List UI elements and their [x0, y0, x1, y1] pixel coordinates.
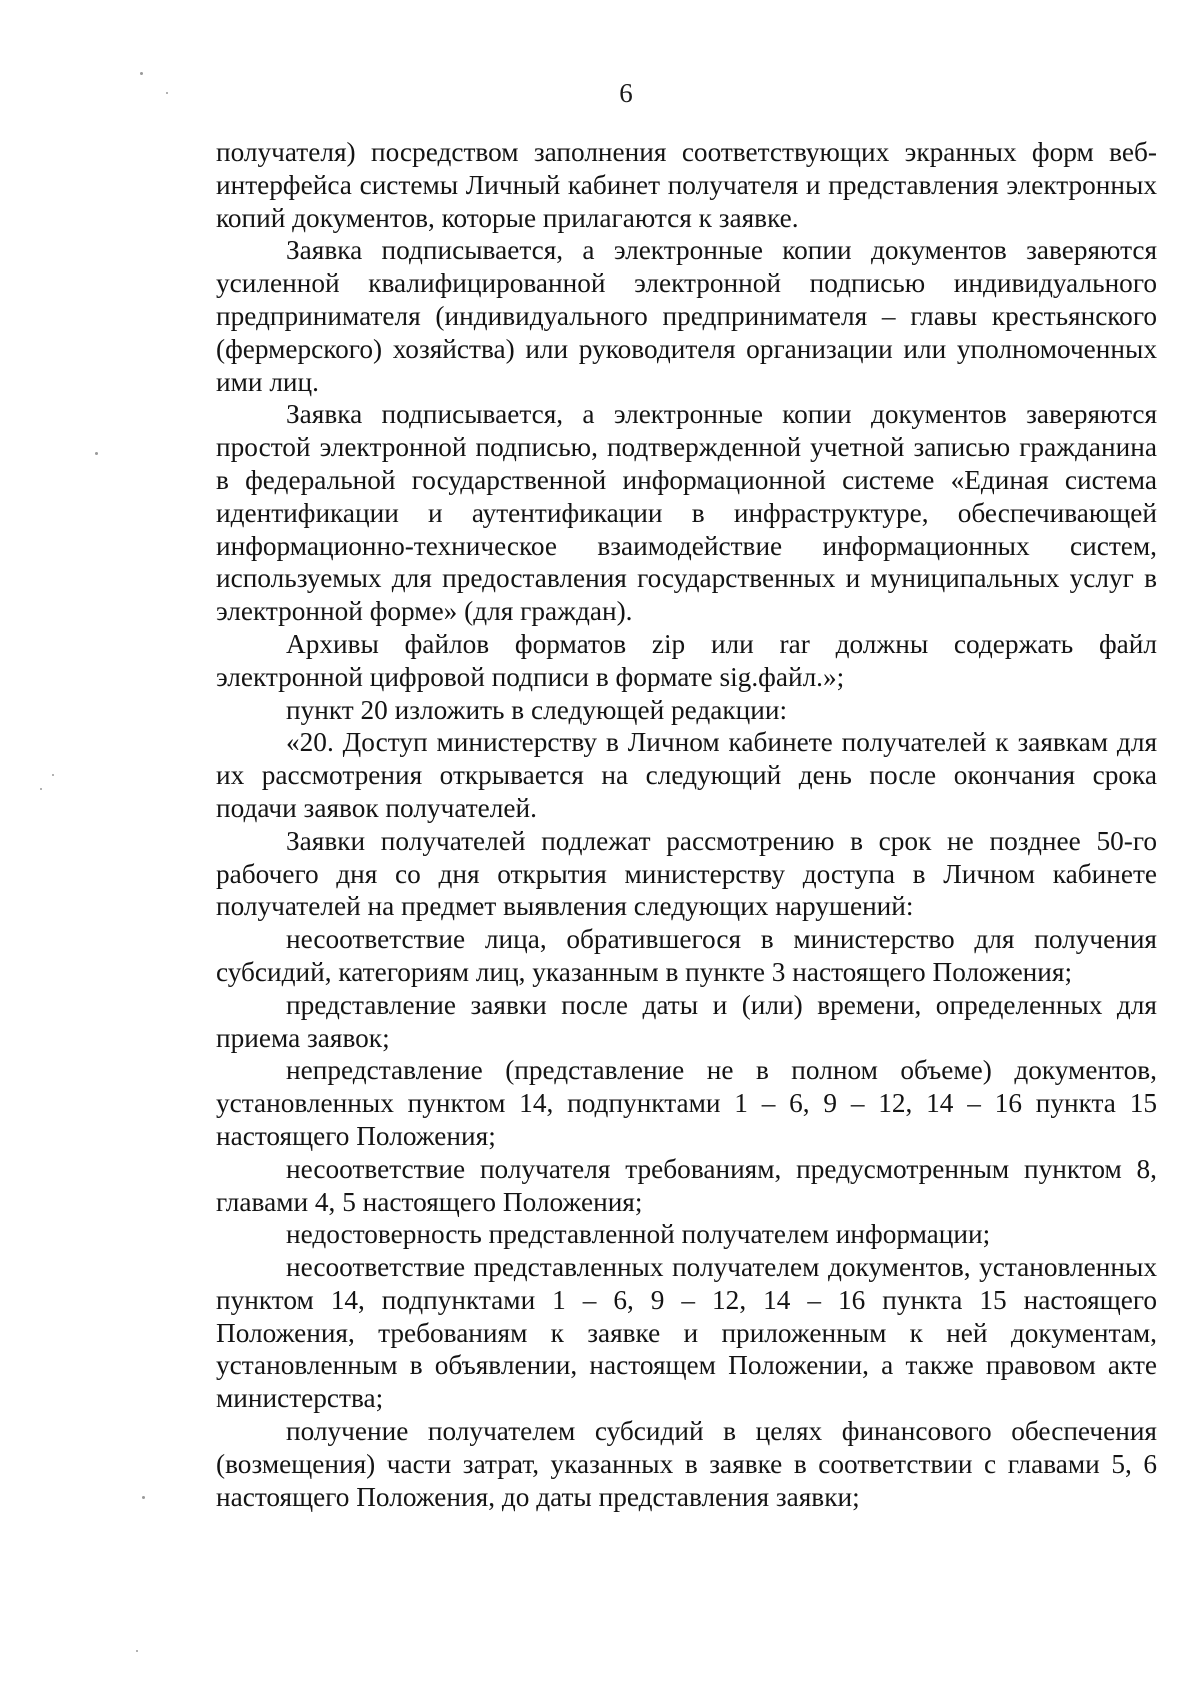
paragraph-14: получение получателем субсидий в целях финансового обеспечения (возмещения) части затрат, указанных в заявке в соответствии с главами 5, 6 настоящего Положения, до даты представления заявки;: [216, 1416, 1157, 1512]
paragraph-3: Заявка подписывается, а электронные копии документов заверяются простой электронной подписью, подтвержденной учетной записью гражданина в федеральной государственной информационной системе «Единая система идентификации и аутентификации в инфраструктуре, обеспечивающей информационно-техническое взаимодействие информационных систем, используемых для предоставления государственных и муниципальных услуг в электронной форме» (для граждан).: [216, 399, 1157, 627]
paragraph-9: представление заявки после даты и (или) времени, определенных для приема заявок;: [216, 989, 1157, 1053]
paragraph-7: Заявки получателей подлежат рассмотрению в срок не позднее 50-го рабочего дня со дня открытия министерству доступа в Личном кабинете получателей на предмет выявления следующих нарушений:: [216, 825, 1157, 922]
scan-speck: [40, 788, 42, 790]
paragraph-10: непредставление (представление не в полном объеме) документов, установленных пунктом 14, подпунктами 1 – 6, 9 – 12, 14 – 16 пункта 15 настоящего Положения;: [216, 1055, 1157, 1151]
paragraph-1: получателя) посредством заполнения соответствующих экранных форм веб-интерфейса системы Личный кабинет получателя и представления электронных копий документов, которые прилагаются к заявке.: [216, 137, 1157, 233]
scan-speck: [52, 774, 54, 776]
scan-speck: [142, 1496, 145, 1499]
page-number: 6: [619, 78, 633, 108]
paragraph-6: «20. Доступ министерству в Личном кабинете получателей к заявкам для их рассмотрения открывается на следующий день после окончания срока подачи заявок получателей.: [216, 727, 1157, 823]
paragraph-12: недостоверность представленной получателем информации;: [286, 1219, 991, 1250]
paragraph-5: пункт 20 изложить в следующей редакции:: [286, 694, 788, 725]
paragraph-2: Заявка подписывается, а электронные копии документов заверяются усиленной квалифицированной электронной подписью индивидуального предпринимателя (индивидуального предпринимателя – главы крестьянского (фермерского) хозяйства) или руководителя организации или уполномоченных ими лиц.: [216, 235, 1157, 397]
paragraph-11: несоответствие получателя требованиям, предусмотренным пунктом 8, главами 4, 5 настоящего Положения;: [216, 1153, 1157, 1217]
scan-speck: [95, 452, 98, 455]
paragraph-13: несоответствие представленных получателем документов, установленных пунктом 14, подпунктами 1 – 6, 9 – 12, 14 – 16 пункта 15 настоящего Положения, требованиям к заявке и приложенным к ней документам, установленным в объявлении, настоящем Положении, а также правовом акте министерства;: [216, 1252, 1157, 1414]
scan-speck: [140, 72, 143, 75]
scan-speck: [136, 1650, 138, 1652]
paragraph-8: несоответствие лица, обратившегося в министерство для получения субсидий, категориям лиц, указанным в пункте 3 настоящего Положения;: [216, 924, 1157, 987]
document-body: [216, 136, 1157, 1513]
paragraph-4: Архивы файлов форматов zip или rar должны содержать файл электронной цифровой подписи в формате sig.файл.»;: [216, 628, 1157, 692]
scan-speck: [166, 92, 168, 94]
